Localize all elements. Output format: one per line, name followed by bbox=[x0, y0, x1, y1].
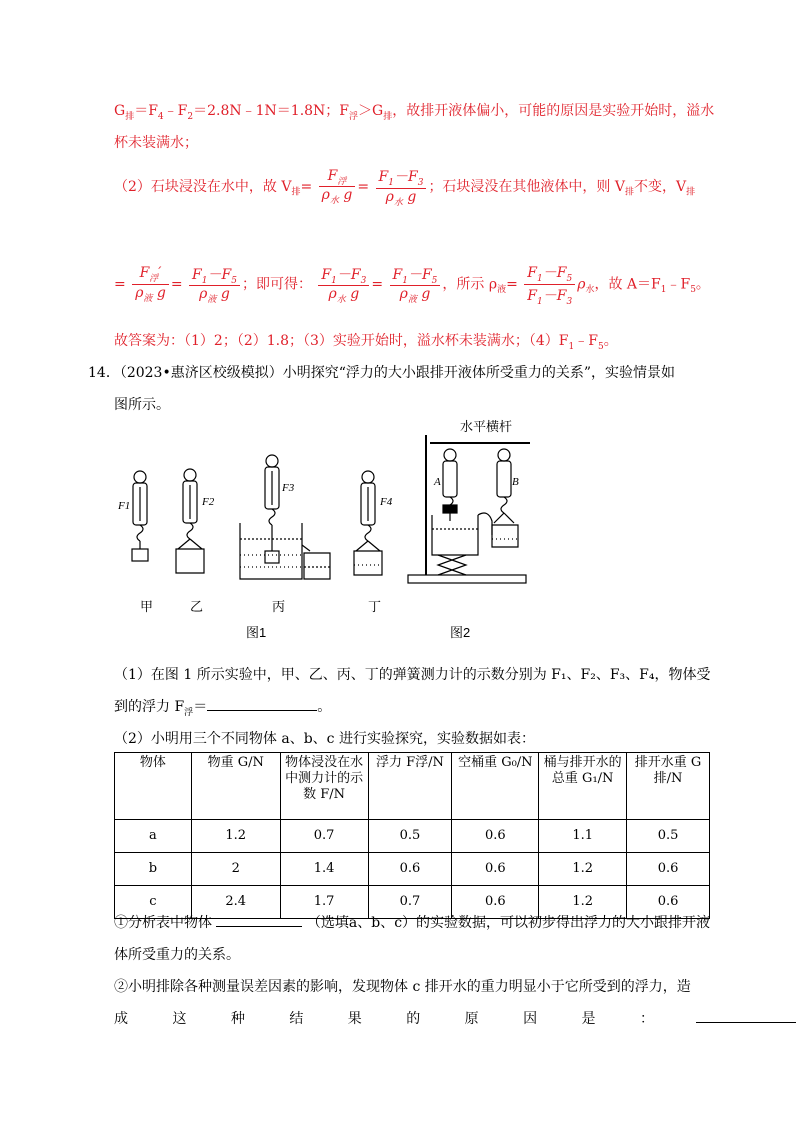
sub: 5 bbox=[597, 341, 604, 352]
sub: 5 bbox=[431, 275, 438, 286]
spring-scale-yi bbox=[176, 469, 204, 573]
equals: = bbox=[506, 276, 518, 293]
header-cell: 空桶重 G₀/N bbox=[452, 753, 539, 820]
word: 果 bbox=[347, 1011, 362, 1027]
sub2-line-1: ②小明排除各种测量误差因素的影响，发现物体 c 排开水的重力明显小于它所受到的浮力，造 bbox=[114, 979, 691, 995]
num-mid: －F bbox=[336, 266, 361, 283]
text: G bbox=[114, 103, 126, 119]
header-cell: 物重 G/N bbox=[191, 753, 280, 820]
equals: = bbox=[300, 178, 313, 195]
solution-line-2: 杯未装满水； bbox=[114, 135, 198, 151]
sub: 液 bbox=[143, 293, 153, 304]
question-stem-line-2: 图所示。 bbox=[114, 397, 170, 413]
sub: 浮 bbox=[337, 176, 347, 187]
rho: ρ bbox=[577, 276, 586, 293]
text: ①分析表中物体 bbox=[114, 915, 212, 931]
label-bing: 丙 bbox=[272, 599, 286, 614]
cell: 0.7 bbox=[280, 820, 368, 853]
sub: 1 bbox=[568, 341, 575, 352]
num-mid: －F bbox=[542, 265, 567, 281]
sub: 2 bbox=[187, 111, 194, 122]
table-header-row bbox=[115, 753, 710, 820]
sub: 5 bbox=[231, 275, 237, 286]
text: ；即可得： bbox=[241, 276, 312, 293]
den: F bbox=[527, 287, 538, 304]
cell: 0.5 bbox=[627, 820, 710, 853]
den: ρ bbox=[328, 286, 337, 303]
sub: 5 bbox=[690, 285, 696, 296]
sub1-line-1 bbox=[114, 912, 710, 932]
text: ＞G bbox=[358, 103, 384, 119]
word: 种 bbox=[230, 1011, 245, 1027]
spring-scale-bing bbox=[240, 455, 330, 579]
sub: 4 bbox=[157, 111, 164, 122]
den-tail: g bbox=[220, 286, 230, 303]
cell: 1.2 bbox=[191, 820, 280, 853]
fraction-a bbox=[319, 168, 356, 207]
fraction-e bbox=[318, 264, 369, 306]
fraction-c bbox=[132, 265, 169, 304]
num: F bbox=[527, 265, 538, 281]
word: 这 bbox=[172, 1011, 187, 1027]
num-mid: －F bbox=[407, 266, 432, 283]
label-yi: 乙 bbox=[190, 599, 204, 614]
num: F bbox=[378, 169, 389, 185]
sub: 浮 bbox=[149, 273, 159, 284]
solution-line-3 bbox=[114, 166, 754, 208]
cell: 0.6 bbox=[368, 853, 452, 886]
sub: 1 bbox=[402, 275, 408, 286]
sub: 水 bbox=[336, 295, 346, 306]
fraction-d bbox=[189, 264, 240, 306]
den-mid: －F bbox=[542, 287, 567, 304]
num: F bbox=[192, 266, 202, 283]
stand-apparatus bbox=[408, 435, 530, 583]
text: 不变，V bbox=[634, 178, 687, 195]
den: ρ bbox=[199, 286, 208, 303]
cell: 0.6 bbox=[452, 886, 539, 919]
num: F bbox=[392, 266, 403, 283]
sub2-line-2 bbox=[114, 1008, 654, 1028]
sub: 3 bbox=[417, 177, 424, 188]
sub: 1 bbox=[331, 275, 337, 286]
sub: 浮 bbox=[349, 111, 359, 122]
text: 故答案为：（1）2；（2）1.8；（3）实验开始时，溢水杯未装满水；（4）F bbox=[114, 333, 569, 349]
equals: = bbox=[114, 276, 126, 293]
equals: = bbox=[371, 276, 384, 293]
word: 成 bbox=[114, 1011, 128, 1027]
cell: 1.1 bbox=[539, 820, 627, 853]
cell: 0.5 bbox=[368, 820, 452, 853]
word: 结 bbox=[289, 1011, 304, 1027]
label-a: A bbox=[434, 476, 441, 488]
den: ρ bbox=[399, 286, 408, 303]
text: 到的浮力 F bbox=[114, 699, 185, 715]
sub: 1 bbox=[660, 285, 667, 296]
sub: 液 bbox=[207, 295, 217, 306]
sub: 水 bbox=[393, 197, 403, 208]
text: ＝F bbox=[134, 103, 158, 119]
sub: 排 bbox=[291, 187, 301, 198]
cell: b bbox=[115, 853, 192, 886]
word: 因 bbox=[523, 1011, 538, 1027]
sub: 1 bbox=[388, 177, 394, 188]
sub: 3 bbox=[566, 296, 573, 307]
fraction-f bbox=[390, 264, 441, 306]
text: 。 bbox=[603, 333, 618, 349]
answer-blank-2[interactable] bbox=[216, 926, 302, 927]
word: ： bbox=[639, 1011, 654, 1027]
experiment-figure bbox=[100, 415, 560, 645]
sub: 水 bbox=[329, 196, 339, 207]
sub: 水 bbox=[585, 285, 595, 296]
cell: 0.6 bbox=[627, 853, 710, 886]
answer-blank-3[interactable] bbox=[696, 1022, 796, 1023]
q1-line-2 bbox=[114, 696, 331, 718]
label-jia: 甲 bbox=[140, 599, 154, 614]
sub: 5 bbox=[566, 273, 573, 284]
header-cell: 桶与排开水的总重 G₁/N bbox=[539, 753, 627, 820]
solution-line-4 bbox=[114, 262, 710, 307]
header-cell: 物体 bbox=[115, 753, 192, 820]
solution-line-1 bbox=[114, 100, 714, 122]
sub: 1 bbox=[537, 296, 543, 307]
num: F bbox=[327, 167, 338, 184]
fraction-g bbox=[524, 262, 575, 307]
q2-intro: （2）小明用三个不同物体 a、b、c 进行实验探究，实验数据如表： bbox=[114, 731, 535, 747]
sub: 排 bbox=[625, 187, 635, 198]
sub: 排 bbox=[125, 111, 135, 122]
question-stem-line-1: 14．（2023•惠济区校级模拟）小明探究“浮力的大小跟排开液体所受重力的关系”，实验情景如 bbox=[88, 365, 676, 381]
table-row bbox=[115, 853, 710, 886]
text: （选填a、b、c）的实验数据，可以初步得出浮力的大小跟排开液 bbox=[306, 915, 711, 931]
den-tail: g bbox=[421, 286, 431, 303]
den: ρ bbox=[321, 187, 330, 204]
spring-scale-ding bbox=[354, 471, 382, 575]
text: ，故排开液体偏小，可能的原因是实验开始时，溢水 bbox=[392, 103, 715, 119]
num-mid: －F bbox=[393, 169, 418, 185]
cell: 0.6 bbox=[627, 886, 710, 919]
sub: 排 bbox=[686, 187, 696, 198]
word: 的 bbox=[406, 1011, 421, 1027]
den-tail: g bbox=[343, 187, 353, 204]
sub: 排 bbox=[383, 111, 393, 122]
cell: c bbox=[115, 886, 192, 919]
f-label-3: F3 bbox=[282, 482, 295, 494]
spring-scale-jia bbox=[132, 471, 148, 561]
text: （2）石块浸没在水中，故 V bbox=[114, 178, 292, 195]
cell: 1.2 bbox=[539, 886, 627, 919]
cell: 2.4 bbox=[191, 886, 280, 919]
header-cell: 浮力 F浮/N bbox=[368, 753, 452, 820]
den-tail: g bbox=[407, 188, 417, 205]
sub: 浮 bbox=[184, 707, 194, 718]
text: ；石块浸没在其他液体中，则 V bbox=[428, 178, 625, 195]
num: F bbox=[139, 265, 150, 281]
sub: 1 bbox=[201, 275, 208, 286]
cell: 1.2 bbox=[539, 853, 627, 886]
num: F bbox=[321, 266, 332, 283]
answer-blank-1[interactable] bbox=[207, 710, 317, 711]
cell: 0.6 bbox=[452, 853, 539, 886]
f-label-1: F1 bbox=[118, 500, 131, 512]
den-tail: g bbox=[156, 284, 166, 301]
equals: = bbox=[170, 276, 183, 293]
text: ，所示 ρ bbox=[442, 276, 498, 293]
num-mid: －F bbox=[207, 266, 232, 283]
figure-2-caption: 图2 bbox=[450, 625, 471, 640]
f-label-2: F2 bbox=[202, 496, 215, 508]
cell: 0.7 bbox=[368, 886, 452, 919]
den: ρ bbox=[385, 188, 394, 205]
word: 原 bbox=[464, 1011, 479, 1027]
cell: 1.4 bbox=[280, 853, 368, 886]
cell: 1.7 bbox=[280, 886, 368, 919]
text: ＝ bbox=[193, 699, 208, 715]
data-table bbox=[114, 752, 710, 919]
text: ，故 A＝F bbox=[594, 276, 661, 293]
figure-1-caption: 图1 bbox=[246, 625, 267, 640]
fraction-b bbox=[376, 166, 427, 208]
cell: 0.6 bbox=[452, 820, 539, 853]
answer-line bbox=[114, 330, 618, 352]
text: ﹣F bbox=[163, 103, 188, 119]
label-ding: 丁 bbox=[368, 599, 382, 614]
q1-line-1: （1）在图 1 所示实验中，甲、乙、丙、丁的弹簧测力计的示数分别为 F₁、F₂、F₃、F₄，物体受 bbox=[114, 667, 711, 683]
equals: = bbox=[357, 178, 370, 195]
den: ρ bbox=[135, 284, 144, 301]
text: 。 bbox=[695, 276, 710, 293]
sub: 1 bbox=[537, 273, 543, 284]
table-row bbox=[115, 820, 710, 853]
text: ﹣F bbox=[666, 276, 691, 293]
header-cell: 物体浸没在水中测力计的示数 F/N bbox=[280, 753, 368, 820]
sub: 液 bbox=[497, 285, 507, 296]
text: ＝2.8N﹣1N＝1.8N；F bbox=[193, 103, 350, 119]
cell: 2 bbox=[191, 853, 280, 886]
crossbar-label: 水平横杆 bbox=[460, 419, 513, 434]
sub: 液 bbox=[407, 295, 417, 306]
sub1-line-2: 体所受重力的关系。 bbox=[114, 947, 240, 963]
prime: ′ bbox=[158, 265, 162, 281]
label-b: B bbox=[512, 476, 519, 488]
text: ﹣F bbox=[574, 333, 598, 349]
word: 是 bbox=[581, 1011, 596, 1027]
header-cell: 排开水重 G排/N bbox=[627, 753, 710, 820]
sub: 3 bbox=[360, 275, 367, 286]
f-label-4: F4 bbox=[380, 496, 393, 508]
den-tail: g bbox=[350, 286, 360, 303]
text: 。 bbox=[317, 699, 332, 715]
cell: a bbox=[115, 820, 192, 853]
